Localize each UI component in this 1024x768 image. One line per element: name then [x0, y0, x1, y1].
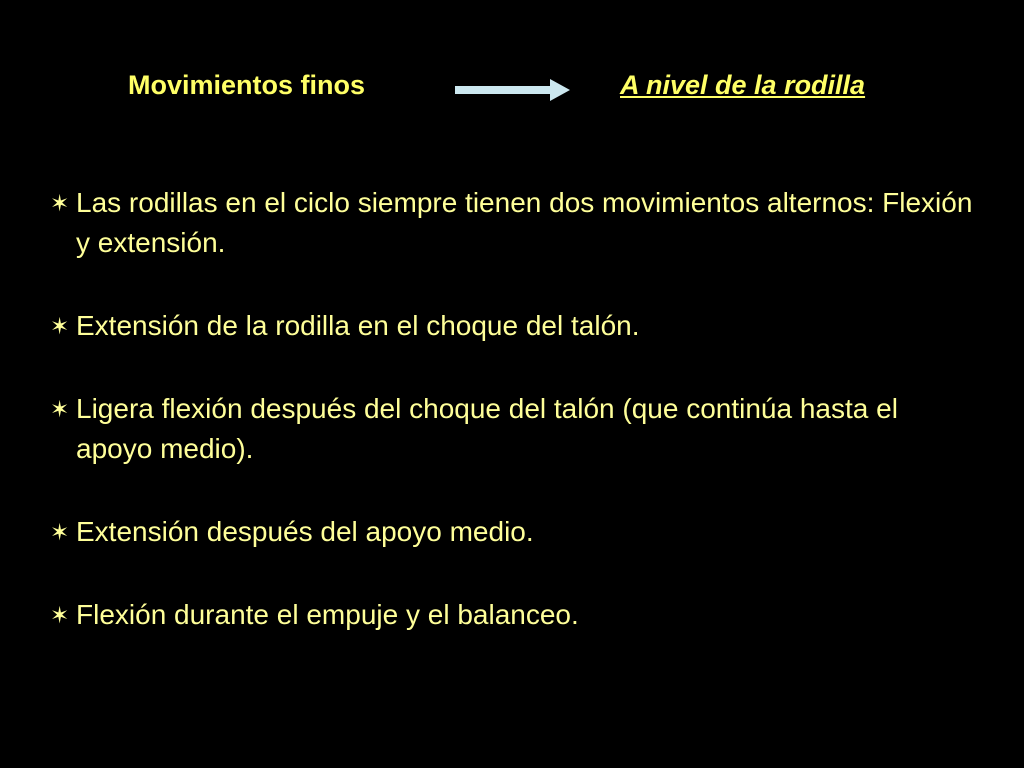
bullet-item — [50, 389, 980, 469]
bullet-item — [50, 306, 980, 346]
bullet-text: Ligera flexión después del choque del talón (que continúa hasta el apoyo medio). — [76, 393, 898, 464]
bullet-text: Extensión después del apoyo medio. — [76, 516, 534, 547]
bullet-item — [50, 512, 980, 552]
bullet-text: Las rodillas en el ciclo siempre tienen dos movimientos alternos: Flexión y extensión. — [76, 187, 973, 258]
star-icon: ✶ — [50, 602, 70, 628]
star-icon: ✶ — [50, 519, 70, 545]
right-arrow-icon — [455, 78, 570, 102]
slide-heading-right: A nivel de la rodilla — [620, 70, 866, 100]
star-icon: ✶ — [50, 396, 70, 422]
bullet-item — [50, 183, 980, 263]
bullet-list — [50, 183, 980, 635]
bullet-text: Extensión de la rodilla en el choque del talón. — [76, 310, 640, 341]
star-icon: ✶ — [50, 190, 70, 216]
slide-heading-left: Movimientos finos — [128, 70, 366, 100]
bullet-text: Flexión durante el empuje y el balanceo. — [76, 599, 579, 630]
bullet-item — [50, 595, 980, 635]
star-icon: ✶ — [50, 313, 70, 339]
